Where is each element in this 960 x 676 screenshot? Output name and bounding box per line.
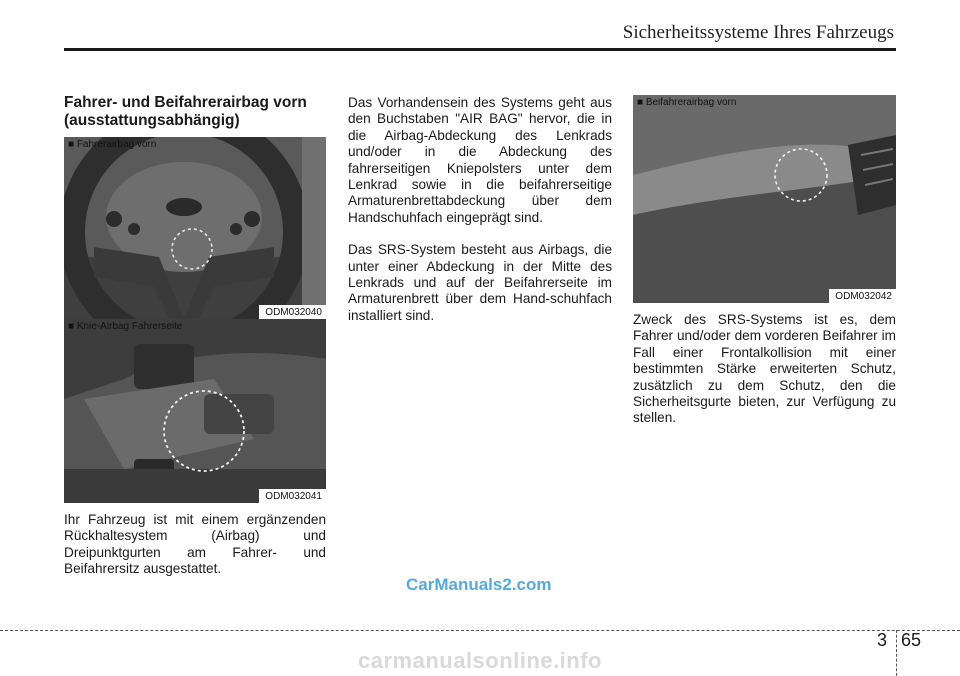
figure-passenger-airbag (633, 95, 896, 303)
watermark: CarManuals2.com (406, 575, 552, 594)
figure-driver-airbag (64, 137, 326, 319)
knee-airbag-illustration (64, 319, 326, 503)
figure-caption: ■ Fahrerairbag vorn (68, 139, 157, 150)
figure-code: ODM032041 (259, 489, 326, 503)
middle-paragraph-1: Das Vorhandensein des Systems geht aus den Buchstaben "AIR BAG" hervor, die in die Airbag-Abdeckung des Lenkrads und/oder in die Abdeckung des fahrerseitigen Kniepolsters unter dem Lenkrad sowie in die beifahrerseitige Armaturenbrettabdeckung über dem Handschuhfach eingeprägt sind. (348, 95, 612, 225)
steering-wheel-illustration (64, 137, 326, 319)
dashboard-illustration (633, 95, 896, 303)
section-heading: Fahrer- und Beifahrerairbag vorn (ausstattungsabhängig) (64, 94, 307, 129)
footer-watermark: carmanualsonline.info (358, 648, 602, 673)
figure-caption: ■ Beifahrerairbag vorn (637, 97, 737, 108)
right-body-text: Zweck des SRS-Systems ist es, dem Fahrer und/oder dem vorderen Beifahrer im Fall einer Frontalkollision mit einer bestimmten Stärke erweiterten Schutz, zusätzlich zu dem Schutz, den die Sicherheitsgurte bieten, zur Verfügung zu stellen. (633, 312, 896, 426)
header-title: Sicherheitssysteme Ihres Fahrzeugs (622, 22, 894, 43)
figure-code: ODM032040 (259, 305, 326, 319)
middle-paragraph-2: Das SRS-System besteht aus Airbags, die unter einer Abdeckung in der Mitte des Lenkrads und auf der Beifahrerseite im Armaturenbrett über dem Hand-schuhfach installiert sind. (348, 242, 612, 323)
figure-knee-airbag (64, 319, 326, 503)
page-divider (0, 630, 960, 631)
page-number: 65 (901, 630, 922, 650)
middle-column (348, 95, 612, 340)
chapter-number: 3 (877, 630, 888, 650)
left-body-text: Ihr Fahrzeug ist mit einem ergänzenden Rückhaltesystem (Airbag) und Dreipunktgurten am Fahrer- und Beifahrersitz ausgestattet. (64, 512, 326, 577)
header-rule (64, 48, 896, 51)
figure-code: ODM032042 (829, 289, 896, 303)
figure-caption: ■ Knie-Airbag Fahrerseite (68, 321, 183, 332)
